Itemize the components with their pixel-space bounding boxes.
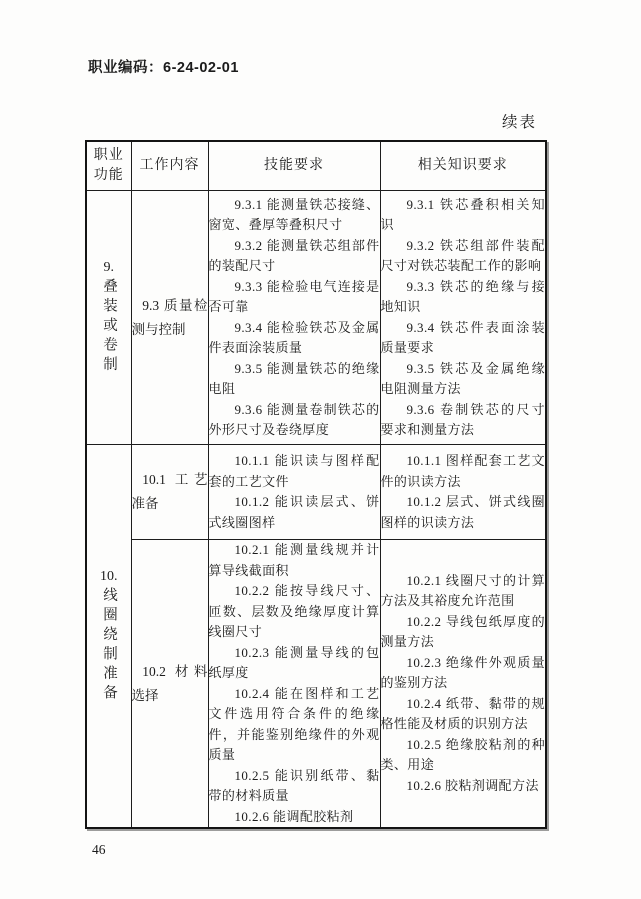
knowledge-item: 10.2.2 导线包纸厚度的测量方法 — [380, 613, 545, 650]
knowledge-item: 10.2.3 绝缘件外观质量的鉴别方法 — [380, 654, 545, 691]
knowledge-item: 9.3.2 铁芯组部件装配尺寸对铁芯装配工作的影响 — [380, 237, 545, 273]
skills-cell-10-2 — [208, 540, 380, 829]
knowledge-cell-9-3 — [380, 191, 546, 445]
requirements-table — [85, 140, 547, 829]
table-row — [86, 191, 546, 445]
knowledge-item: 10.1.2 层式、饼式线圈图样的识读方法 — [380, 494, 545, 530]
header-occupational-function: 职业功能 — [86, 141, 131, 191]
work-content-cell-9-3 — [131, 191, 208, 445]
skill-item: 9.3.1 能测量铁芯接缝、窗宽、叠厚等叠积尺寸 — [208, 196, 380, 232]
table-row — [86, 445, 546, 540]
skill-item: 10.2.4 能在图样和工艺文件选用符合条件的绝缘件，并能鉴别绝缘件的外观质量 — [208, 685, 380, 762]
function-number: 10. — [100, 569, 118, 584]
knowledge-cell-10-2 — [380, 540, 546, 829]
skill-item: 10.2.5 能识别纸带、黏带的材料质量 — [208, 767, 380, 803]
header-work-content: 工作内容 — [131, 141, 208, 191]
skill-item: 9.3.3 能检验电气连接是否可靠 — [208, 278, 380, 314]
knowledge-item: 9.3.5 铁芯及金属绝缘电阻测量方法 — [380, 360, 545, 396]
skill-item: 10.2.2 能按导线尺寸、匝数、层数及绝缘厚度计算线圈尺寸 — [208, 583, 380, 639]
skills-cell-9-3 — [208, 191, 380, 445]
knowledge-item: 9.3.4 铁芯件表面涂装质量要求 — [380, 319, 545, 355]
work-content-label: 10.2 材料选择 — [131, 663, 208, 703]
knowledge-item: 9.3.3 铁芯的绝缘与接地知识 — [380, 278, 545, 314]
skill-item: 9.3.4 能检验铁芯及金属件表面涂装质量 — [208, 319, 380, 355]
knowledge-item: 9.3.6 卷制铁芯的尺寸要求和测量方法 — [380, 401, 545, 437]
work-content-label: 9.3 质量检测与控制 — [131, 297, 208, 337]
table-row — [86, 540, 546, 829]
header-knowledge-requirements: 相关知识要求 — [380, 141, 546, 191]
skill-item: 9.3.2 能测量铁芯组部件的装配尺寸 — [208, 237, 380, 273]
knowledge-item: 10.2.6 胶粘剂调配方法 — [406, 777, 539, 793]
knowledge-item: 9.3.1 铁芯叠积相关知识 — [380, 196, 545, 232]
knowledge-item: 10.2.5 绝缘胶粘剂的种类、用途 — [380, 736, 545, 773]
function-name: 叠装或卷制 — [101, 278, 117, 376]
function-cell-9 — [86, 191, 131, 445]
knowledge-item: 10.2.1 线圈尺寸的计算方法及其裕度允许范围 — [380, 572, 545, 609]
knowledge-item: 10.2.4 纸带、黏带的规格性能及材质的识别方法 — [380, 695, 545, 732]
skills-cell-10-1 — [208, 445, 380, 540]
knowledge-item: 10.1.1 图样配套工艺文件的识读方法 — [380, 453, 545, 489]
skill-item: 10.2.3 能测量导线的包纸厚度 — [208, 644, 380, 680]
occupation-code: 职业编码：6-24-02-01 — [88, 60, 239, 76]
continued-table-label: 续表 — [501, 114, 537, 131]
work-content-label: 10.1 工艺准备 — [131, 472, 208, 511]
table-header-row — [86, 141, 546, 191]
skill-item: 9.3.5 能测量铁芯的绝缘电阻 — [208, 360, 380, 396]
header-skill-requirements: 技能要求 — [208, 141, 380, 191]
function-name: 线圈绕制准备 — [101, 587, 117, 704]
skill-item: 9.3.6 能测量卷制铁芯的外形尺寸及卷绕厚度 — [208, 401, 380, 437]
skill-item: 10.2.6 能调配胶粘剂 — [234, 808, 354, 824]
function-cell-10 — [86, 445, 131, 829]
function-number: 9. — [103, 260, 114, 276]
skill-item: 10.2.1 能测量线规并计算导线截面积 — [208, 542, 380, 578]
work-content-cell-10-1 — [131, 445, 208, 540]
page-number: 46 — [92, 842, 106, 857]
work-content-cell-10-2 — [131, 540, 208, 829]
function-vertical-label — [87, 568, 131, 704]
knowledge-cell-10-1 — [380, 445, 546, 540]
function-vertical-label — [87, 259, 131, 376]
skill-item: 10.1.2 能识读层式、饼式线圈图样 — [208, 494, 380, 530]
skill-item: 10.1.1 能识读与图样配套的工艺文件 — [208, 453, 380, 489]
